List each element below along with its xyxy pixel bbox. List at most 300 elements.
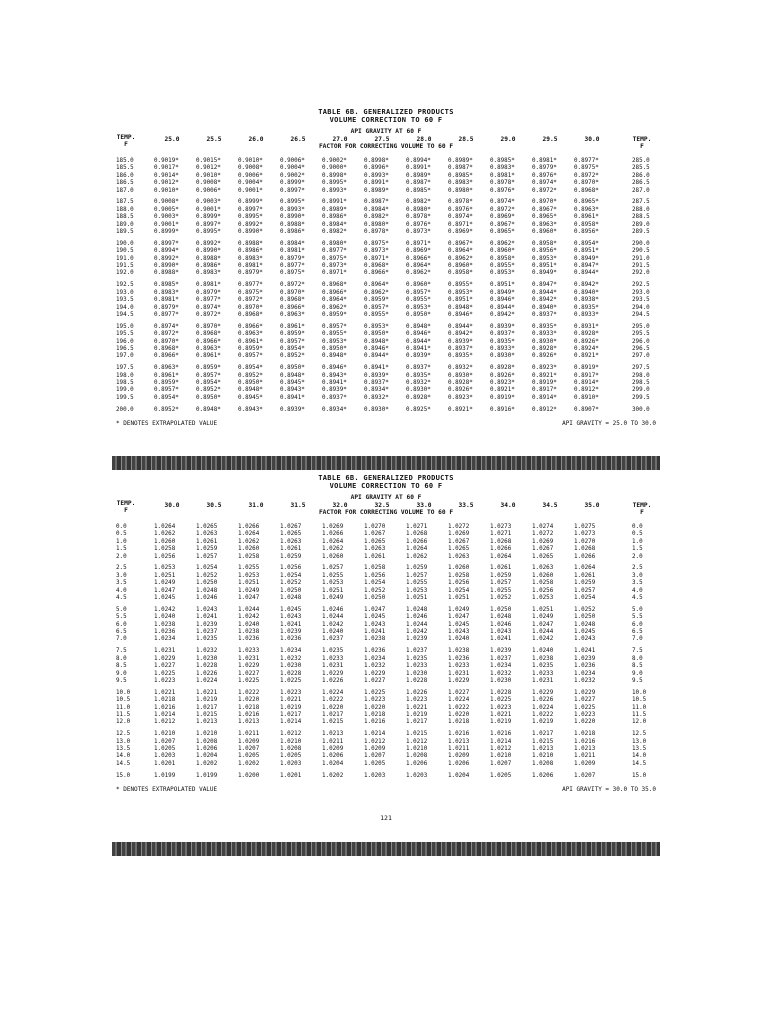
factor-cell: 1.0258 <box>154 546 176 553</box>
factor-cell: 0.8989* <box>322 206 347 213</box>
temp-cell: 196.5 <box>116 345 134 352</box>
temp-cell-right: 297.5 <box>632 365 650 372</box>
factor-cell: 1.0255 <box>322 572 344 579</box>
factor-cell: 1.0247 <box>238 595 260 602</box>
temp-header-right: TEMP. F <box>632 502 652 516</box>
factor-cell: 1.0238 <box>448 648 470 655</box>
table-row <box>112 539 660 546</box>
temp-cell: 10.0 <box>116 689 131 696</box>
factor-cell: 1.0227 <box>364 677 386 684</box>
factor-cell: 0.8941* <box>280 394 305 401</box>
factor-cell: 1.0199 <box>196 772 218 779</box>
factor-cell: 1.0253 <box>322 580 344 587</box>
factor-cell: 1.0245 <box>364 614 386 621</box>
factor-cell: 0.8944* <box>490 304 515 311</box>
factor-cell: 1.0241 <box>490 636 512 643</box>
factor-cell: 1.0239 <box>490 648 512 655</box>
factor-cell: 1.0217 <box>532 731 554 738</box>
factor-cell: 0.8953* <box>532 255 557 262</box>
factor-cell: 0.8988* <box>238 240 263 247</box>
factor-cell: 0.8948* <box>280 372 305 379</box>
table-row <box>112 305 660 312</box>
factor-cell: 0.8952* <box>196 387 221 394</box>
temp-cell: 5.5 <box>116 614 127 621</box>
factor-cell: 1.0212 <box>364 738 386 745</box>
factor-cell: 1.0250 <box>364 595 386 602</box>
factor-cell: 0.8984* <box>322 221 347 228</box>
factor-cell: 0.8979* <box>238 270 263 277</box>
temp-cell: 6.5 <box>116 629 127 636</box>
factor-cell: 1.0221 <box>406 704 428 711</box>
factor-cell: 0.9008* <box>154 199 179 206</box>
factor-cell: 0.8966* <box>196 338 221 345</box>
temp-cell: 198.5 <box>116 380 134 387</box>
factor-cell: 1.0260 <box>448 565 470 572</box>
temp-cell-right: 1.0 <box>632 538 643 545</box>
factor-cell: 1.0237 <box>406 648 428 655</box>
table-row <box>112 554 660 561</box>
factor-cell: 1.0217 <box>322 711 344 718</box>
factor-cell: 0.8976* <box>448 206 473 213</box>
factor-cell: 1.0264 <box>574 565 596 572</box>
factor-cell: 1.0241 <box>280 621 302 628</box>
temp-cell: 197.5 <box>116 365 134 372</box>
factor-cell: 1.0215 <box>406 731 428 738</box>
temp-cell-right: 295.5 <box>632 331 650 338</box>
factor-cell: 1.0205 <box>280 753 302 760</box>
factor-cell: 1.0267 <box>448 538 470 545</box>
factor-cell: 1.0249 <box>532 614 554 621</box>
api-column-header: 30.0 <box>164 502 180 509</box>
factor-cell: 1.0264 <box>154 524 176 530</box>
factor-cell: 1.0218 <box>238 704 260 711</box>
factor-cell: 0.8975* <box>574 165 599 172</box>
factor-cell: 0.8951* <box>574 248 599 255</box>
factor-cell: 0.8970* <box>154 338 179 345</box>
factor-cell: 1.0200 <box>238 772 260 779</box>
factor-cell: 1.0203 <box>154 753 176 760</box>
temp-cell-right: 9.0 <box>632 670 643 677</box>
factor-cell: 1.0214 <box>364 731 386 738</box>
factor-cell: 1.0254 <box>574 595 596 602</box>
factor-cell: 1.0216 <box>574 738 596 745</box>
api-column-header: 33.5 <box>458 502 474 509</box>
factor-cell: 1.0246 <box>196 595 218 602</box>
factor-cell: 1.0233 <box>322 655 344 662</box>
table-row <box>112 180 660 187</box>
factor-cell: 0.8933* <box>490 345 515 352</box>
factor-cell: 0.8928* <box>490 365 515 372</box>
factor-cell: 0.8968* <box>574 187 599 194</box>
factor-cell: 1.0228 <box>406 677 428 684</box>
table-row <box>112 387 660 394</box>
api-column-header: 35.0 <box>584 502 600 509</box>
table-row <box>112 565 660 572</box>
factor-cell: 1.0206 <box>532 772 554 779</box>
factor-cell: 0.8967* <box>532 206 557 213</box>
factor-cell: 1.0248 <box>490 614 512 621</box>
factor-cell: 1.0243 <box>490 629 512 636</box>
factor-cell: 0.8998* <box>364 158 389 164</box>
factor-cell: 1.0249 <box>322 595 344 602</box>
factor-cell: 0.8928* <box>532 345 557 352</box>
factor-cell: 0.9010* <box>154 187 179 194</box>
factor-cell: 1.0241 <box>574 648 596 655</box>
table-row <box>112 607 660 614</box>
temp-cell: 195.0 <box>116 323 134 330</box>
factor-cell: 0.8997* <box>196 221 221 228</box>
factor-cell: 0.9003* <box>196 199 221 206</box>
factor-cell: 1.0231 <box>448 670 470 677</box>
factor-cell: 1.0219 <box>196 697 218 704</box>
table-row <box>112 580 660 587</box>
temp-cell-right: 1.5 <box>632 546 643 553</box>
temp-cell: 185.5 <box>116 165 134 172</box>
table-title: TABLE 6B. GENERALIZED PRODUCTS <box>318 474 454 482</box>
api-column-header: 32.0 <box>332 502 348 509</box>
factor-cell: 1.0269 <box>322 524 344 530</box>
factor-cell: 1.0217 <box>406 719 428 726</box>
factor-cell: 1.0221 <box>490 711 512 718</box>
factor-cell: 1.0260 <box>154 538 176 545</box>
factor-cell: 0.8962* <box>406 270 431 277</box>
factor-cell: 0.8957* <box>322 323 347 330</box>
api-column-header: 29.5 <box>542 136 558 143</box>
factor-cell: 1.0219 <box>280 704 302 711</box>
factor-cell: 0.9002* <box>280 172 305 179</box>
factor-cell: 1.0210 <box>196 731 218 738</box>
factor-cell: 1.0252 <box>196 572 218 579</box>
table-row-group <box>112 648 660 685</box>
factor-cell: 0.8998* <box>322 172 347 179</box>
factor-cell: 1.0219 <box>532 719 554 726</box>
factor-cell: 0.8950* <box>238 380 263 387</box>
factor-cell: 0.8966* <box>238 323 263 330</box>
factor-cell: 1.0206 <box>406 760 428 767</box>
factor-cell: 1.0258 <box>532 580 554 587</box>
temp-cell: 14.0 <box>116 753 131 760</box>
factor-cell: 1.0213 <box>532 746 554 753</box>
factor-cell: 1.0237 <box>196 629 218 636</box>
table-footer <box>112 419 660 429</box>
temp-cell: 3.5 <box>116 580 127 587</box>
factor-cell: 1.0218 <box>364 711 386 718</box>
factor-cell: 0.8975* <box>322 255 347 262</box>
temp-cell: 2.5 <box>116 565 127 572</box>
factor-cell: 0.8994* <box>154 248 179 255</box>
temp-cell: 195.5 <box>116 331 134 338</box>
factor-cell: 0.8963* <box>280 311 305 318</box>
factor-cell: 0.8979* <box>532 165 557 172</box>
factor-cell: 0.8984* <box>364 206 389 213</box>
factor-cell: 1.0249 <box>154 580 176 587</box>
factor-cell: 0.8946* <box>490 297 515 304</box>
factor-cell: 0.8947* <box>574 263 599 270</box>
table-row <box>112 629 660 636</box>
factor-cell: 0.8964* <box>364 282 389 289</box>
temp-cell-right: 6.0 <box>632 621 643 628</box>
factor-cell: 0.8957* <box>364 304 389 311</box>
factor-cell: 1.0259 <box>406 565 428 572</box>
factor-cell: 1.0220 <box>448 711 470 718</box>
factor-cell: 0.8960* <box>532 229 557 236</box>
temp-cell-right: 10.0 <box>632 689 647 696</box>
factor-cell: 1.0235 <box>532 663 554 670</box>
temp-cell: 13.5 <box>116 746 131 753</box>
factor-cell: 0.8939* <box>490 323 515 330</box>
table-subtitle: VOLUME CORRECTION TO 60 F <box>329 116 443 124</box>
factor-cell: 1.0237 <box>490 655 512 662</box>
factor-cell: 0.8954* <box>238 365 263 372</box>
factor-cell: 0.8997* <box>154 240 179 247</box>
temp-cell: 5.0 <box>116 606 127 613</box>
factor-cell: 1.0256 <box>448 580 470 587</box>
factor-cell: 0.8972* <box>196 311 221 318</box>
factor-cell: 1.0234 <box>280 648 302 655</box>
factor-cell: 1.0210 <box>490 753 512 760</box>
factor-cell: 0.8960* <box>448 263 473 270</box>
factor-cell: 0.8981* <box>196 282 221 289</box>
factor-cell: 1.0232 <box>574 677 596 684</box>
factor-cell: 0.9008* <box>196 180 221 187</box>
factor-cell: 0.8970* <box>532 199 557 206</box>
factor-cell: 1.0219 <box>406 711 428 718</box>
api-column-header: 30.0 <box>584 136 600 143</box>
table-row <box>112 531 660 538</box>
factor-cell: 0.8937* <box>322 394 347 401</box>
temp-cell-right: 13.5 <box>632 746 647 753</box>
factor-cell: 0.8978* <box>490 180 515 187</box>
factor-cell: 1.0248 <box>406 606 428 613</box>
factor-cell: 0.8959* <box>196 365 221 372</box>
factor-cell: 0.8962* <box>322 304 347 311</box>
factor-cell: 1.0252 <box>364 587 386 594</box>
factor-cell: 1.0208 <box>406 753 428 760</box>
factor-cell: 1.0245 <box>280 606 302 613</box>
factor-cell: 1.0229 <box>238 663 260 670</box>
factor-cell: 1.0215 <box>322 719 344 726</box>
factor-cell: 0.8970* <box>238 304 263 311</box>
factor-cell: 1.0255 <box>238 565 260 572</box>
factor-cell: 1.0273 <box>574 531 596 538</box>
factor-cell: 1.0225 <box>490 697 512 704</box>
temp-cell-right: 296.0 <box>632 338 650 345</box>
factor-label: FACTOR FOR CORRECTING VOLUME TO 60 F <box>318 509 454 516</box>
api-gravity-range: API GRAVITY = 30.0 TO 35.0 <box>562 785 656 793</box>
table-row <box>112 731 660 738</box>
table-row <box>112 678 660 685</box>
api-column-header: 31.0 <box>248 502 264 509</box>
factor-cell: 0.8953* <box>490 270 515 277</box>
factor-cell: 0.8919* <box>532 380 557 387</box>
temp-cell-right: 2.0 <box>632 553 643 560</box>
temp-cell: 4.5 <box>116 595 127 602</box>
factor-cell: 0.8989* <box>364 187 389 194</box>
factor-cell: 0.8923* <box>448 394 473 401</box>
temp-cell-right: 5.5 <box>632 614 643 621</box>
factor-cell: 0.8910* <box>574 394 599 401</box>
factor-cell: 0.8955* <box>364 311 389 318</box>
factor-cell: 1.0239 <box>280 629 302 636</box>
temp-cell-right: 9.5 <box>632 677 643 684</box>
api-gravity-range: API GRAVITY = 25.0 TO 30.0 <box>562 419 656 427</box>
factor-cell: 1.0254 <box>448 587 470 594</box>
temp-cell: 190.5 <box>116 248 134 255</box>
factor-cell: 1.0240 <box>532 648 554 655</box>
table-header <box>112 128 660 158</box>
factor-cell: 1.0250 <box>280 587 302 594</box>
factor-cell: 1.0238 <box>238 629 260 636</box>
factor-cell: 1.0222 <box>448 704 470 711</box>
factor-cell: 0.8921* <box>574 353 599 360</box>
temp-cell: 188.5 <box>116 214 134 221</box>
factor-cell: 0.8956* <box>574 229 599 236</box>
temp-cell-right: 6.5 <box>632 629 643 636</box>
factor-cell: 0.8971* <box>448 221 473 228</box>
temp-cell-right: 294.5 <box>632 311 650 318</box>
factor-cell: 0.8965* <box>574 199 599 206</box>
factor-cell: 1.0233 <box>532 670 554 677</box>
factor-cell: 1.0207 <box>238 746 260 753</box>
factor-cell: 1.0204 <box>196 753 218 760</box>
factor-cell: 0.8968* <box>322 282 347 289</box>
temp-cell-right: 288.0 <box>632 206 650 213</box>
factor-cell: 0.8973* <box>364 248 389 255</box>
factor-cell: 1.0242 <box>406 629 428 636</box>
temp-cell: 0.0 <box>116 524 127 530</box>
factor-cell: 0.8924* <box>574 345 599 352</box>
table-row <box>112 346 660 353</box>
factor-cell: 1.0224 <box>322 689 344 696</box>
factor-cell: 0.8947* <box>532 282 557 289</box>
temp-cell: 199.0 <box>116 387 134 394</box>
temp-cell-right: 13.0 <box>632 738 647 745</box>
factor-cell: 0.8977* <box>574 158 599 164</box>
factor-cell: 0.8966* <box>364 270 389 277</box>
factor-cell: 1.0220 <box>364 704 386 711</box>
factor-cell: 0.8958* <box>574 221 599 228</box>
factor-cell: 0.8968* <box>154 345 179 352</box>
factor-cell: 0.8966* <box>322 289 347 296</box>
factor-cell: 1.0210 <box>406 746 428 753</box>
factor-cell: 1.0274 <box>532 524 554 530</box>
factor-cell: 1.0239 <box>574 655 596 662</box>
factor-cell: 1.0213 <box>238 719 260 726</box>
factor-cell: 0.8968* <box>238 311 263 318</box>
factor-cell: 0.8944* <box>574 270 599 277</box>
table-row-group <box>112 773 660 780</box>
factor-cell: 0.8935* <box>574 304 599 311</box>
factor-cell: 1.0220 <box>322 704 344 711</box>
temp-cell-right: 8.5 <box>632 663 643 670</box>
factor-cell: 1.0253 <box>406 587 428 594</box>
factor-cell: 0.8963* <box>196 345 221 352</box>
table-row <box>112 282 660 289</box>
factor-cell: 1.0259 <box>574 580 596 587</box>
factor-cell: 0.8967* <box>448 240 473 247</box>
factor-cell: 0.8966* <box>406 255 431 262</box>
temp-cell-right: 297.0 <box>632 353 650 360</box>
temp-cell-right: 12.5 <box>632 731 647 738</box>
factor-cell: 1.0252 <box>490 595 512 602</box>
factor-cell: 1.0242 <box>238 614 260 621</box>
temp-cell-right: 287.5 <box>632 199 650 206</box>
factor-cell: 1.0255 <box>490 587 512 594</box>
factor-cell: 0.9002* <box>322 158 347 164</box>
table-row-group <box>112 565 660 602</box>
table-row <box>112 353 660 360</box>
factor-cell: 0.8982* <box>364 214 389 221</box>
factor-cell: 0.8957* <box>196 372 221 379</box>
factor-cell: 1.0265 <box>448 546 470 553</box>
factor-cell: 0.8930* <box>532 338 557 345</box>
factor-cell: 0.9006* <box>196 187 221 194</box>
temp-cell-right: 290.5 <box>632 248 650 255</box>
temp-cell: 9.0 <box>116 670 127 677</box>
factor-cell: 1.0223 <box>406 697 428 704</box>
temp-cell-right: 15.0 <box>632 772 647 779</box>
table-row-group <box>112 524 660 561</box>
factor-cell: 1.0218 <box>574 731 596 738</box>
factor-cell: 0.8952* <box>238 372 263 379</box>
factor-cell: 0.8946* <box>364 345 389 352</box>
factor-cell: 0.9012* <box>154 180 179 187</box>
factor-cell: 1.0262 <box>406 553 428 560</box>
factor-cell: 0.8985* <box>448 172 473 179</box>
temp-cell-right: 3.5 <box>632 580 643 587</box>
factor-cell: 0.8972* <box>238 297 263 304</box>
table-row <box>112 546 660 553</box>
table-row <box>112 719 660 726</box>
temp-cell: 11.0 <box>116 704 131 711</box>
table-row <box>112 199 660 206</box>
factor-cell: 1.0216 <box>448 731 470 738</box>
factor-cell: 0.9006* <box>238 172 263 179</box>
factor-cell: 1.0266 <box>574 553 596 560</box>
extrapolated-note: * DENOTES EXTRAPOLATED VALUE <box>116 785 218 793</box>
factor-cell: 0.8999* <box>238 199 263 206</box>
temp-cell-right: 299.5 <box>632 394 650 401</box>
temp-cell: 185.0 <box>116 158 134 164</box>
factor-cell: 0.8944* <box>532 289 557 296</box>
temp-cell-right: 12.0 <box>632 719 647 726</box>
factor-cell: 0.8958* <box>490 255 515 262</box>
temp-cell-right: 285.5 <box>632 165 650 172</box>
factor-cell: 0.8948* <box>196 406 221 413</box>
factor-cell: 0.8976* <box>532 172 557 179</box>
factor-cell: 0.9014* <box>154 172 179 179</box>
factor-cell: 1.0256 <box>154 553 176 560</box>
factor-cell: 1.0261 <box>196 538 218 545</box>
factor-cell: 1.0263 <box>196 531 218 538</box>
table-row <box>112 614 660 621</box>
factor-cell: 1.0271 <box>490 531 512 538</box>
temp-cell: 193.5 <box>116 297 134 304</box>
top-table-panel <box>112 108 660 429</box>
factor-cell: 1.0225 <box>238 677 260 684</box>
factor-cell: 1.0234 <box>154 636 176 643</box>
table-row <box>112 373 660 380</box>
factor-cell: 1.0264 <box>322 538 344 545</box>
bottom-table-panel <box>112 474 660 795</box>
temp-header-left: TEMP. F <box>116 500 136 514</box>
factor-cell: 0.8983* <box>154 289 179 296</box>
factor-cell: 1.0232 <box>490 670 512 677</box>
factor-cell: 0.8979* <box>196 289 221 296</box>
factor-cell: 1.0225 <box>280 677 302 684</box>
factor-cell: 1.0240 <box>238 621 260 628</box>
factor-cell: 1.0236 <box>364 648 386 655</box>
